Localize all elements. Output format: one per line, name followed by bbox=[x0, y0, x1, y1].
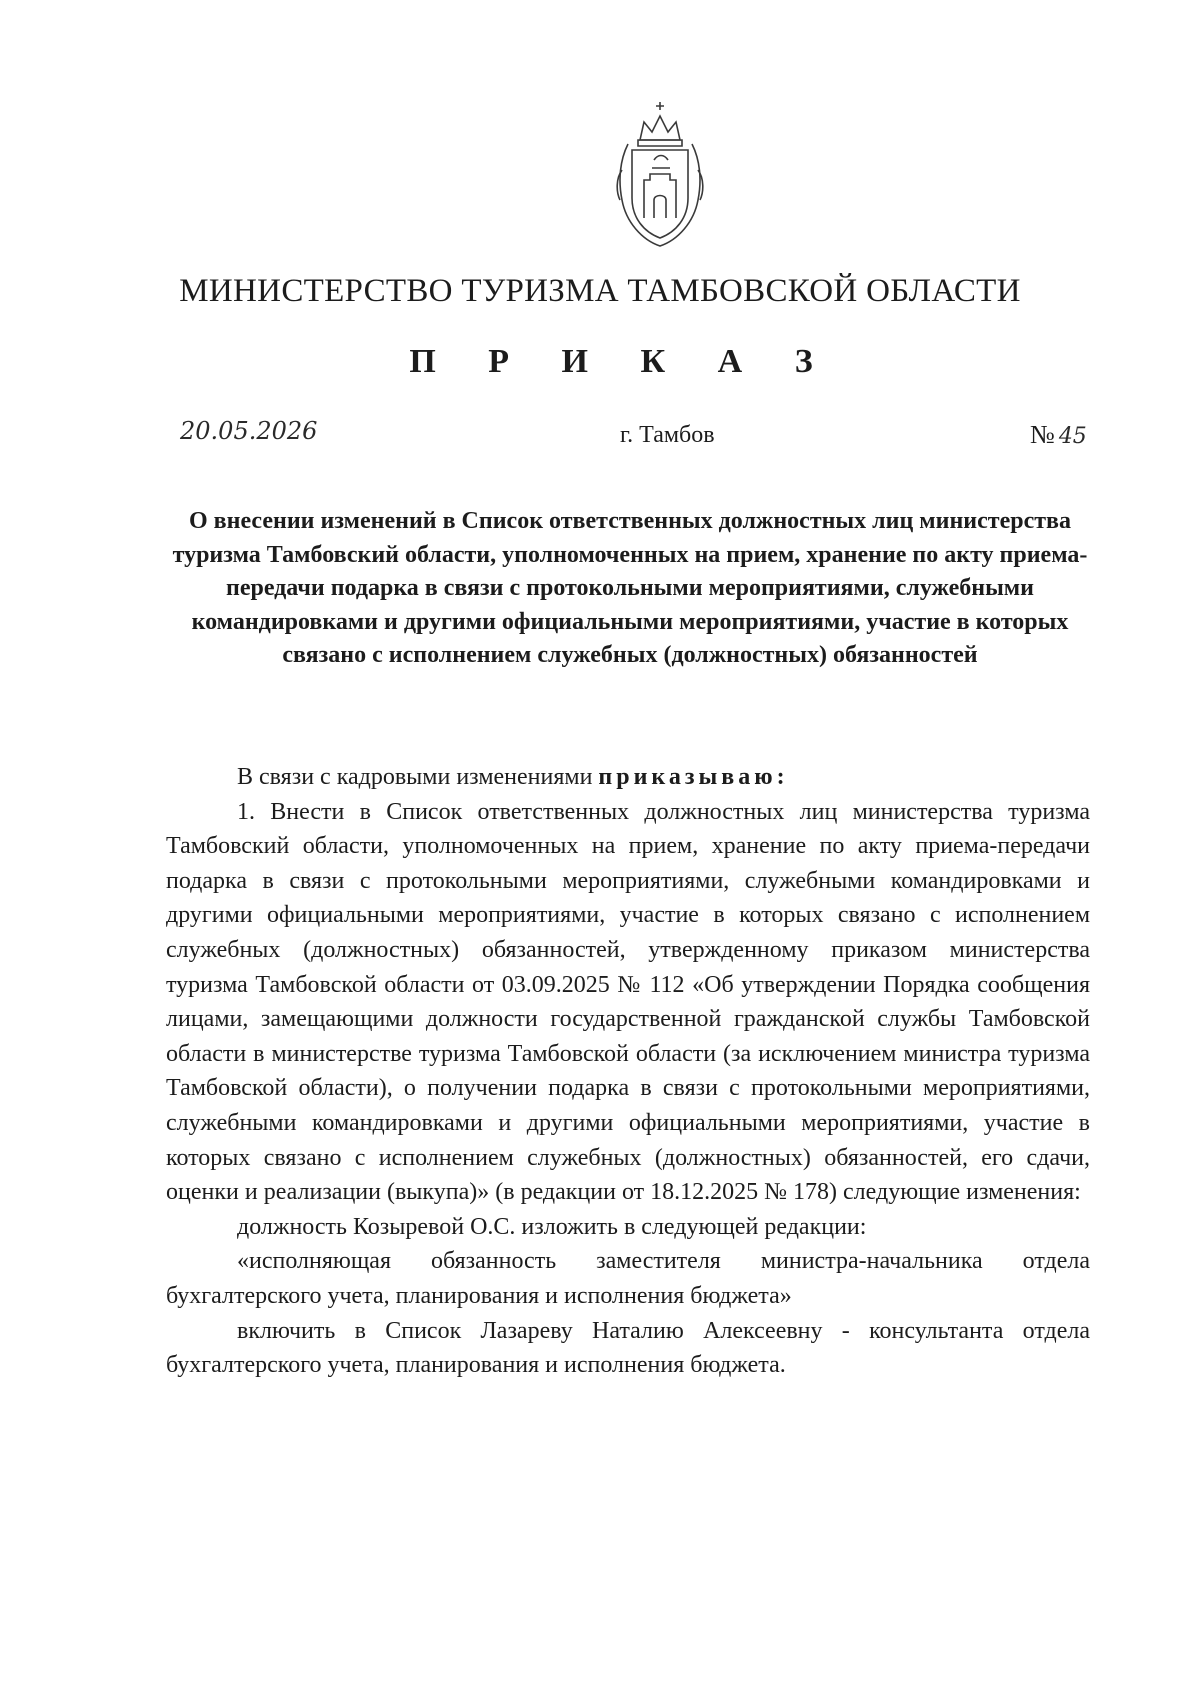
intro-text: В связи с кадровыми изменениями bbox=[237, 764, 593, 790]
order-subject: О внесении изменений в Список ответственных должностных лиц министерства туризма Тамбовский области, уполномоченных на прием, хранение по акту приема-передачи подарка в связи с протокольными мероприятиями, служебными командировками и другими официальными мероприятиями, участие в которых связано с исполнением служебных (должностных) обязанностей bbox=[172, 508, 1088, 668]
item-1: 1. Внести в Список ответственных должностных лиц министерства туризма Тамбовский области, уполномоченных на прием, хранение по акту приема-передачи подарка в связи с протокольными мероприятиями, служебными командировками и другими официальными мероприятиями, участие в которых связано с исполнением служебных (должностных) обязанностей, утвержденному приказом министерства туризма Тамбовской области от 03.09.2025 № 112 «Об утверждении Порядка сообщения лицами, замещающими должности государственной гражданской службы Тамбовской области в министерстве туризма Тамбовской области (за исключением министра туризма Тамбовской области), о получении подарка в связи с протокольными мероприятиями, служебными командировками и другими официальными мероприятиями, участие в которых связано с исполнением служебных (должностных) обязанностей, его сдачи, оценки и реализации (выкупа)» (в редакции от 18.12.2025 № 178) следующие изменения: bbox=[166, 798, 1090, 1206]
coat-of-arms-emblem bbox=[614, 100, 706, 250]
change-2: включить в Список Лазареву Наталию Алексеевну - консультанта отдела бухгалтерского учета, планирования и исполнения бюджета. bbox=[166, 1317, 1090, 1379]
intro-command: приказываю: bbox=[598, 764, 789, 790]
change-1-text: «исполняющая обязанность заместителя министра-начальника отдела бухгалтерского учета, планирования и исполнения бюджета» bbox=[166, 1248, 1090, 1309]
ministry-title: МИНИСТЕРСТВО ТУРИЗМА ТАМБОВСКОЙ ОБЛАСТИ bbox=[179, 273, 1021, 309]
document-type: П Р И К А З bbox=[409, 343, 835, 380]
order-number bbox=[1030, 420, 1087, 450]
change-1-intro: должность Козыревой О.С. изложить в следующей редакции: bbox=[237, 1213, 867, 1240]
intro-paragraph bbox=[166, 760, 1090, 795]
number-value: 45 bbox=[1058, 424, 1087, 449]
number-sign: № bbox=[1030, 420, 1055, 449]
city: г. Тамбов bbox=[620, 422, 715, 448]
order-body bbox=[166, 760, 1090, 1383]
order-date: 20.05.2026 bbox=[180, 417, 318, 445]
